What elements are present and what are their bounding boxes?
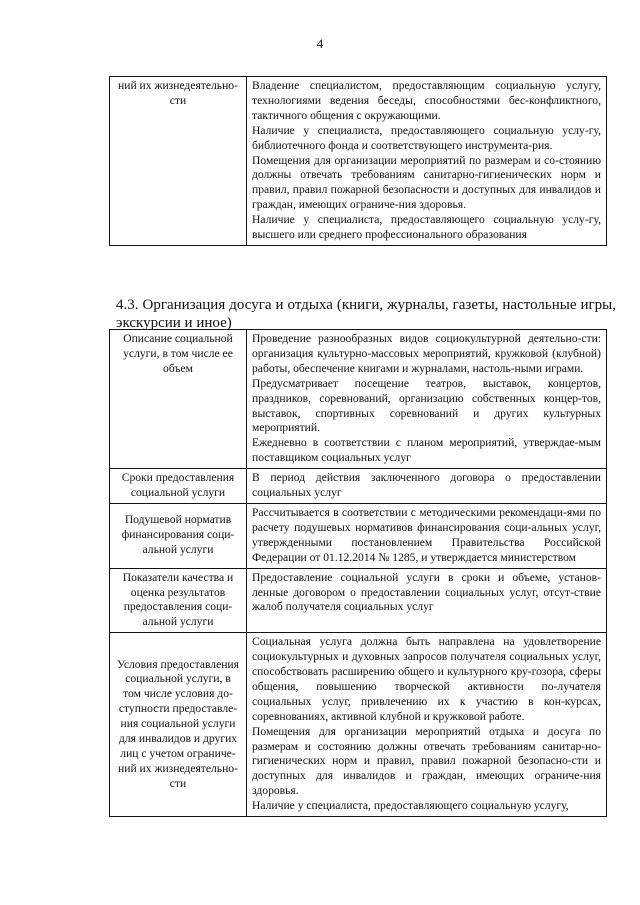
row-description (247, 77, 607, 246)
table-continued (109, 76, 607, 246)
paragraph: Помещения для организации мероприятий по размерам и со-стоянию должны отвечать требованиям санитарно-гигиенических норм и правил, правил пожарной безопасности и доступных для инвалидов и граждан, имеющих ограниче-ния здоровья. (252, 153, 601, 212)
row-description (247, 469, 607, 504)
paragraph: Предоставление социальной услуги в сроки и объеме, установ-ленные договором о предоставлении социальных услуг, отсут-ствие жалоб получателя социальных услуг (252, 570, 601, 614)
row-label: Условия предоставления социальной услуги, в том числе условия до-ступности предоставле-ния социальной услуги для инвалидов и других лиц с учетом ограниче-ний их жизнедеятельно-сти (110, 633, 247, 817)
row-label: Сроки предоставления социальной услуги (110, 469, 247, 504)
service-table (109, 329, 607, 817)
paragraph: Помещения для организации мероприятий отдыха и досуга по размерам и состоянию должны отвечать требованиям санитар-но-гигиенических норм и правил, правил пожарной безопасно-сти и доступных для инвалидов и граждан, имеющих ограниче-ния здоровья. (252, 724, 601, 798)
row-label: Описание социальной услуги, в том числе ее объем (110, 330, 247, 469)
paragraph: Предусматривает посещение театров, выставок, концертов, праздников, соревнований, организацию собственных концер-тов, выставок, спортивных соревнований и других культурных мероприятий. (252, 376, 601, 435)
table-row (110, 77, 607, 246)
paragraph: Рассчитывается в соответствии с методическими рекомендаци-ями по расчету подушевых нормативов финансирования соци-альных услуг, утвержденными постановлением Правительства Российской Федерации от 01.12.2014 № 1285, и утверждается министерством (252, 505, 601, 564)
paragraph: Ежедневно в соответствии с планом мероприятий, утверждае-мым поставщиком социальных услуг (252, 436, 601, 465)
row-description (247, 503, 607, 568)
paragraph: Наличие у специалиста, предоставляющего социальную услу-гу, библиотечного фонда и соответствующего инструмента-рия. (252, 123, 601, 152)
row-description (247, 330, 607, 469)
paragraph: Наличие у специалиста, предоставляющего социальную услугу, (252, 799, 569, 813)
paragraph: Проведение разнообразных видов социокультурной деятельно-сти: организация культурно-массовых мероприятий, кружковой (клубной) работы, обеспечение книгами и журналами, настоль-ными играми. (252, 332, 601, 375)
paragraph: Социальная услуга должна быть направлена на удовлетворение социокультурных и духовных запросов получателя социальных услуг, способствовать расширению общего и культурного кру-гозора, сферы общения, повышению творческой активности по-лучателя социальных услуг, привлечению их к участию в кон-курсах, соревнованиях, активной клубной и кружковой работе. (252, 635, 601, 723)
section-heading: 4.3. Организация досуга и отдыха (книги, журналы, газеты, настольные игры, экскурсии и иное) (116, 297, 616, 331)
table-row (110, 469, 607, 504)
row-label: Подушевой норматив финансирования соци-альной услуги (110, 503, 247, 568)
page-number: 4 (316, 36, 324, 51)
table-row (110, 503, 607, 568)
table-row (110, 633, 607, 817)
row-label: ний их жизнедеятельно-сти (110, 77, 247, 246)
row-description (247, 633, 607, 817)
row-description (247, 568, 607, 633)
paragraph: В период действия заключенного договора о предоставлении социальных услуг (252, 471, 601, 500)
table-row (110, 568, 607, 633)
paragraph: Наличие у специалиста, предоставляющего социальную услу-гу, высшего или среднего профессионального образования (252, 213, 601, 242)
row-label: Показатели качества и оценка результатов предоставления соци-альной услуги (110, 568, 247, 633)
paragraph: Владение специалистом, предоставляющим социальную услугу, технологиями ведения беседы, способностями бес-конфликтного, тактичного общения с окружающими. (252, 79, 601, 122)
table-row (110, 330, 607, 469)
